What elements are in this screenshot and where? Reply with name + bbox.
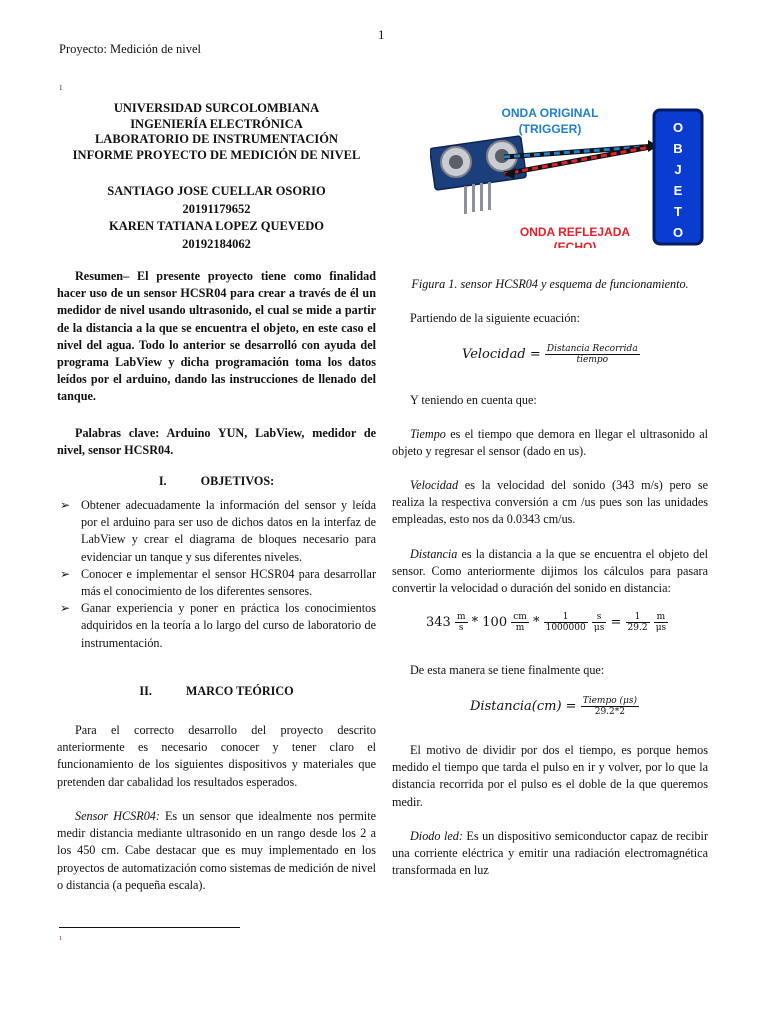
denominator: 29.2*2 [594, 707, 625, 717]
denominator: 29.2 [627, 623, 648, 633]
footnote-marker: 1 [59, 84, 63, 92]
figure-sensor-diagram [430, 100, 710, 248]
numerator: Distancia Recorrida [546, 344, 638, 354]
tiempo-term: Tiempo [410, 427, 446, 441]
diodo-definition [392, 828, 708, 880]
sensor-term: Sensor HCSR04: [75, 809, 160, 823]
object-letter: T [674, 204, 682, 219]
distancia-term: Distancia [410, 547, 458, 561]
numerator: m [654, 612, 668, 623]
arrow-bullet-icon: ➢ [60, 601, 71, 616]
section-heading-objectives [57, 473, 376, 490]
echo-label-line1: ONDA REFLEJADA [519, 225, 631, 239]
objective-text: Conocer e implementar el sensor HCSR04 para desarrollar más el conocimiento de los diferentes sensores. [81, 566, 376, 599]
section-title: MARCO TEÓRICO [185, 684, 294, 698]
equation-conversion [426, 612, 668, 633]
section-number: I. [158, 474, 167, 488]
eq-intro-text: Partiendo de la siguiente ecuación: [410, 311, 580, 325]
diodo-text: Es un dispositivo semiconductor capaz de recibir una corriente eléctrica y emitir una radiación electromagnética transformada en luz [392, 829, 708, 878]
arrow-bullet-icon: ➢ [60, 566, 71, 581]
list-item [57, 566, 376, 600]
author-name: SANTIAGO JOSE CUELLAR OSORIO [107, 184, 326, 198]
object-letter: E [673, 183, 683, 198]
numerator: Tiempo (μs) [582, 696, 637, 706]
footnote-number: 1 [59, 936, 62, 942]
eq-term: * 100 [471, 615, 508, 630]
sensor-diagram-svg [430, 100, 710, 248]
object-letter: J [674, 162, 682, 177]
denominator: tiempo [576, 355, 609, 365]
velocidad-term: Velocidad [410, 478, 459, 492]
trigger-label-line2: (TRIGGER) [518, 122, 582, 136]
finally-text: De esta manera se tiene finalmente que: [410, 663, 605, 677]
given-line [392, 392, 708, 409]
given-text: Y teniendo en cuenta que: [410, 393, 537, 407]
abstract-text: El presente proyecto tiene como finalidad hacer uso de un sensor HCSR04 para crear a través de él un medidor de nivel usando ultrasonido, el cual se mide a partir de la distancia a la que se encuentra el objeto, en este caso el nivel del agua. Todo lo anterior se desarrolló con ayuda del programa LabView y dicha programación toma los datos leídos por el arduino, dando las instrucciones de llenado del tanque. [57, 269, 376, 404]
equation-lhs: Distancia(cm) = [470, 699, 577, 714]
denominator: 1000000 [545, 623, 586, 633]
fraction [511, 612, 529, 633]
fraction [654, 612, 668, 633]
sensor-description [57, 808, 376, 894]
numerator: m [456, 612, 466, 622]
eq-term: * [532, 615, 540, 630]
author-id: 20191179652 [182, 201, 251, 216]
author-name: KAREN TATIANA LOPEZ QUEVEDO [109, 219, 324, 233]
fraction [626, 612, 650, 633]
object-letter: B [673, 141, 683, 156]
numerator: cm [513, 612, 527, 622]
fraction [581, 696, 639, 717]
motivo-text: El motivo de dividir por dos el tiempo, es porque hemos medido el tiempo que tarda el pulso en ir y volver, por lo que la distancia recorrida por el pulso es el doble de la que queremos medir. [392, 743, 708, 809]
eq-term: 343 [426, 615, 451, 630]
section-number: II. [139, 684, 152, 698]
denominator: m [515, 623, 525, 633]
object-letter: O [672, 120, 684, 135]
equation-velocity [462, 344, 640, 365]
author-id: 20192184062 [182, 236, 251, 251]
distancia-definition [392, 546, 708, 598]
motivo-paragraph [392, 742, 708, 811]
eq-term: = [610, 615, 622, 630]
numerator: s [592, 612, 606, 623]
fraction [455, 612, 468, 633]
keywords-text: Arduino YUN, LabView, medidor de nivel, sensor HCSR04. [57, 426, 377, 458]
objectives-list-container [57, 497, 376, 652]
fraction [592, 612, 606, 633]
list-item [57, 497, 376, 566]
distancia-text: es la distancia a la que se encuentra el objeto del sensor. Como anteriormente dijimos los cálculos para pasara convertir la velocidad o duración del sonido en distancia: [392, 547, 708, 596]
figure-caption: Figura 1. sensor HCSR04 y esquema de funcionamiento. [411, 277, 689, 291]
abstract [57, 268, 376, 406]
abstract-label: Resumen– [75, 269, 130, 283]
sensor-text: Es un sensor que idealmente nos permite medir distancia mediante ultrasonido en un rango desde los 2 a los 450 cm. Cabe destacar que es muy implementado en los proyectos de automatización como sistemas de medición de nivel o distancia (a pequeña escala). [57, 809, 376, 892]
numerator: 1 [626, 612, 650, 623]
objectives-list [57, 497, 376, 652]
authors-block [57, 183, 376, 253]
denominator: μs [593, 623, 605, 633]
page-number: 1 [378, 27, 385, 42]
section-title: OBJETIVOS: [200, 474, 275, 488]
trigger-label-line1: ONDA ORIGINAL [501, 106, 599, 120]
echo-label-line2: (ECHO) [553, 240, 597, 248]
numerator: 1 [544, 612, 588, 623]
title-line: INGENIERÍA ELECTRÓNICA [130, 116, 303, 131]
fraction [545, 344, 640, 365]
theory-intro-text: Para el correcto desarrollo del proyecto descrito anteriormente es necesario conocer y tener claro el funcionamiento de los siguientes dispositivos y materiales que pretenden dar cabalidad los resultados esperados. [57, 723, 376, 789]
denominator: s [458, 623, 464, 633]
object-letter: O [672, 225, 684, 240]
tiempo-definition [392, 426, 708, 460]
keywords [57, 425, 376, 459]
theory-intro [57, 722, 376, 791]
velocidad-text: es la velocidad del sonido (343 m/s) pero se realiza la respectiva conversión a cm /us pues son las unidades empleadas, esto nos da 0.0343 cm/us. [392, 478, 709, 527]
objective-text: Obtener adecuadamente la información del sensor y leída por el arduino para ser uso de dichos datos en la interfaz de LabView y crear el diagrama de bloques necesario para evidenciar un tanque y sus diferentes niveles. [81, 498, 376, 564]
section-heading-theory [57, 683, 376, 700]
denominator: μs [655, 623, 667, 633]
running-head: Proyecto: Medición de nivel [59, 42, 201, 56]
fraction [544, 612, 588, 633]
eq-intro [392, 310, 708, 327]
title-line: INFORME PROYECTO DE MEDICIÓN DE NIVEL [72, 147, 361, 162]
keywords-label: Palabras clave: [75, 426, 160, 440]
equation-lhs: Velocidad = [462, 347, 541, 362]
diodo-term: Diodo led: [410, 829, 463, 843]
footnote-rule [59, 927, 240, 928]
title-block [57, 101, 376, 163]
equation-distance [470, 696, 639, 717]
velocidad-definition [392, 477, 708, 529]
finally-line [392, 662, 708, 679]
objective-text: Ganar experiencia y poner en práctica los conocimientos adquiridos en la teoría a lo largo del curso de laboratorio de instrumentación. [81, 601, 376, 650]
title-line: LABORATORIO DE INSTRUMENTACIÓN [94, 132, 339, 147]
arrow-bullet-icon: ➢ [60, 498, 71, 512]
title-line: UNIVERSIDAD SURCOLOMBIANA [113, 101, 320, 115]
tiempo-text: es el tiempo que demora en llegar el ultrasonido al objeto y regresar el sensor (dado en us). [392, 427, 708, 459]
list-item [57, 600, 376, 652]
